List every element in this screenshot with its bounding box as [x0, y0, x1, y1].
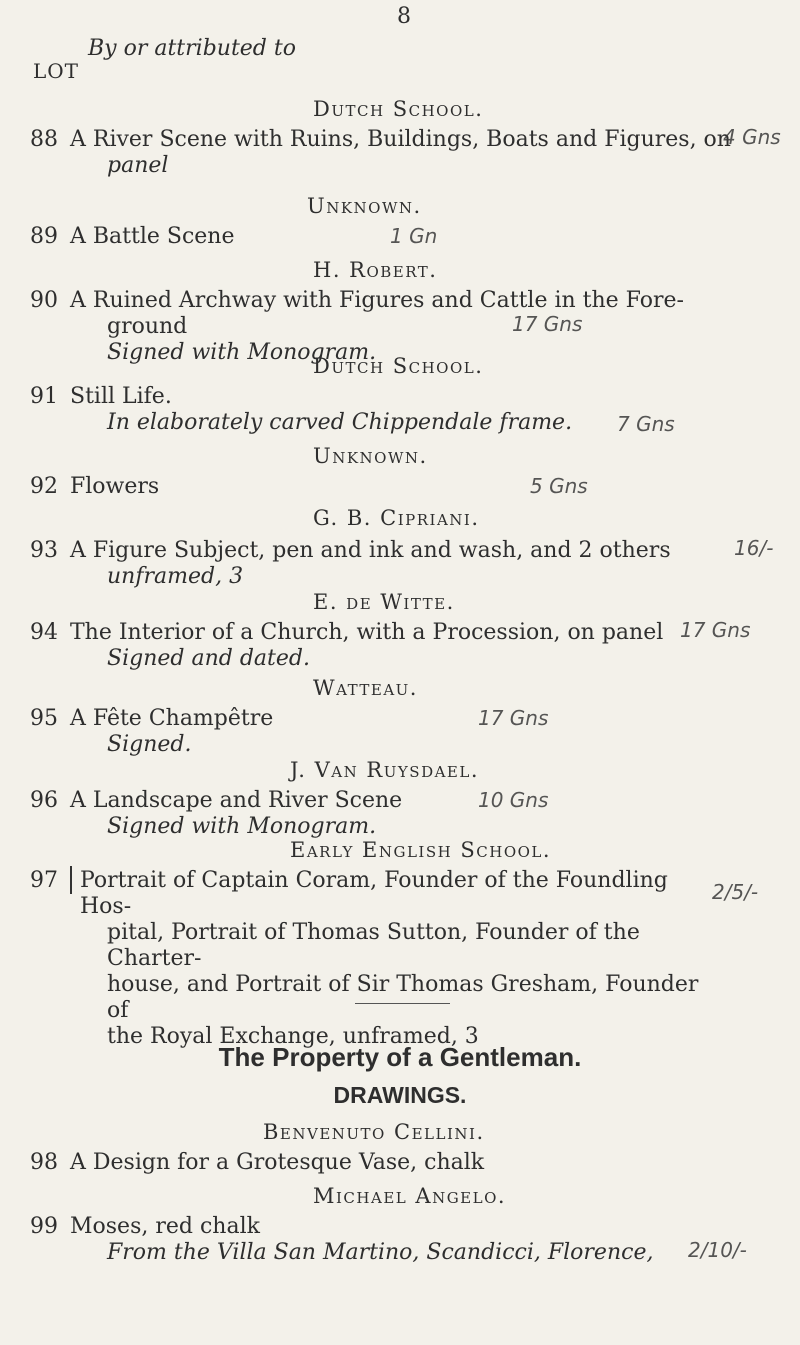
artist-heading: Watteau.: [313, 676, 418, 700]
page-number: 8: [397, 4, 411, 29]
handwritten-price: 16/-: [734, 536, 774, 560]
artist-heading: Dutch School.: [313, 97, 484, 121]
description-line: A Landscape and River Scene: [70, 788, 403, 813]
description-line: panel: [107, 153, 169, 178]
lot-number: 92: [30, 474, 58, 499]
lot-number: 88: [30, 127, 58, 152]
description-line: Signed and dated.: [107, 646, 310, 671]
artist-heading: Benvenuto Cellini.: [263, 1120, 485, 1144]
lot-description: [70, 127, 740, 179]
description-line: house, and Portrait of Sir Thomas Gresham, Founder of: [107, 972, 699, 1023]
description-line: pital, Portrait of Thomas Sutton, Founder of the Charter-: [107, 920, 640, 971]
handwritten-price: 4 Gns: [723, 125, 781, 149]
artist-heading: Unknown.: [307, 194, 422, 218]
lot-description: [70, 1150, 740, 1176]
handwritten-price: 17 Gns: [478, 706, 549, 730]
artist-heading: E. de Witte.: [313, 590, 455, 614]
lot-number: 96: [30, 788, 58, 813]
artist-heading: G. B. Cipriani.: [313, 506, 480, 530]
lot-description: [70, 538, 730, 590]
description-line: A Figure Subject, pen and ink and wash, and 2 others: [70, 538, 671, 563]
lot-number: 91: [30, 384, 58, 409]
description-line: A River Scene with Ruins, Buildings, Boats and Figures, on: [70, 127, 731, 152]
handwritten-price: 2/5/-: [712, 880, 759, 904]
description-line: Signed with Monogram.: [107, 340, 377, 365]
handwritten-price: 17 Gns: [680, 618, 751, 642]
lot-bracket: [70, 866, 72, 894]
lot-description: [70, 1214, 690, 1266]
description-line: ground: [107, 314, 188, 339]
description-line: In elaborately carved Chippendale frame.: [107, 410, 573, 435]
artist-heading: Unknown.: [313, 444, 428, 468]
description-line: A Design for a Grotesque Vase, chalk: [70, 1150, 485, 1175]
description-line: Still Life.: [70, 384, 172, 409]
description-line: unframed, 3: [107, 564, 244, 589]
artist-heading: Michael Angelo.: [313, 1184, 507, 1208]
lot-description: [70, 620, 670, 672]
lot-description: [70, 706, 740, 758]
artist-heading: Dutch School.: [313, 354, 484, 378]
lot-number: 94: [30, 620, 58, 645]
handwritten-price: 2/10/-: [688, 1238, 747, 1262]
section-subtitle: DRAWINGS.: [333, 1082, 467, 1108]
lot-number: 97: [30, 868, 58, 893]
description-line: Signed with Monogram.: [107, 814, 377, 839]
artist-heading: J. Van Ruysdael.: [290, 758, 480, 782]
description-line: Flowers: [70, 474, 160, 499]
handwritten-price: 10 Gns: [478, 788, 549, 812]
section-divider: [355, 1003, 450, 1004]
description-line: the Royal Exchange, unframed, 3: [107, 1024, 479, 1049]
description-line: Portrait of Captain Coram, Founder of the Foundling Hos-: [80, 868, 668, 919]
artist-heading: Early English School.: [290, 838, 552, 862]
lot-number: 89: [30, 224, 58, 249]
description-line: The Interior of a Church, with a Procession, on panel: [70, 620, 664, 645]
lot-number: 98: [30, 1150, 58, 1175]
description-line: Signed.: [107, 732, 192, 757]
description-line: Moses, red chalk: [70, 1214, 260, 1239]
lot-column-label: LOT: [33, 59, 80, 83]
artist-heading: H. Robert.: [313, 258, 438, 282]
handwritten-price: 5 Gns: [530, 474, 588, 498]
lot-number: 99: [30, 1214, 58, 1239]
lot-description: [80, 868, 700, 1050]
lot-number: 93: [30, 538, 58, 563]
handwritten-price: 17 Gns: [512, 312, 583, 336]
description-line: A Fête Champêtre: [70, 706, 274, 731]
lot-description: [70, 474, 740, 500]
section-title: The Property of a Gentleman.: [218, 1042, 582, 1072]
description-line: A Ruined Archway with Figures and Cattle in the Fore-: [70, 288, 684, 313]
description-line: From the Villa San Martino, Scandicci, Florence,: [107, 1240, 654, 1265]
lot-description: [70, 788, 740, 840]
handwritten-price: 7 Gns: [617, 412, 675, 436]
lot-number: 90: [30, 288, 58, 313]
page-header: By or attributed to: [88, 36, 296, 61]
lot-number: 95: [30, 706, 58, 731]
handwritten-price: 1 Gn: [390, 224, 438, 248]
description-line: A Battle Scene: [70, 224, 235, 249]
